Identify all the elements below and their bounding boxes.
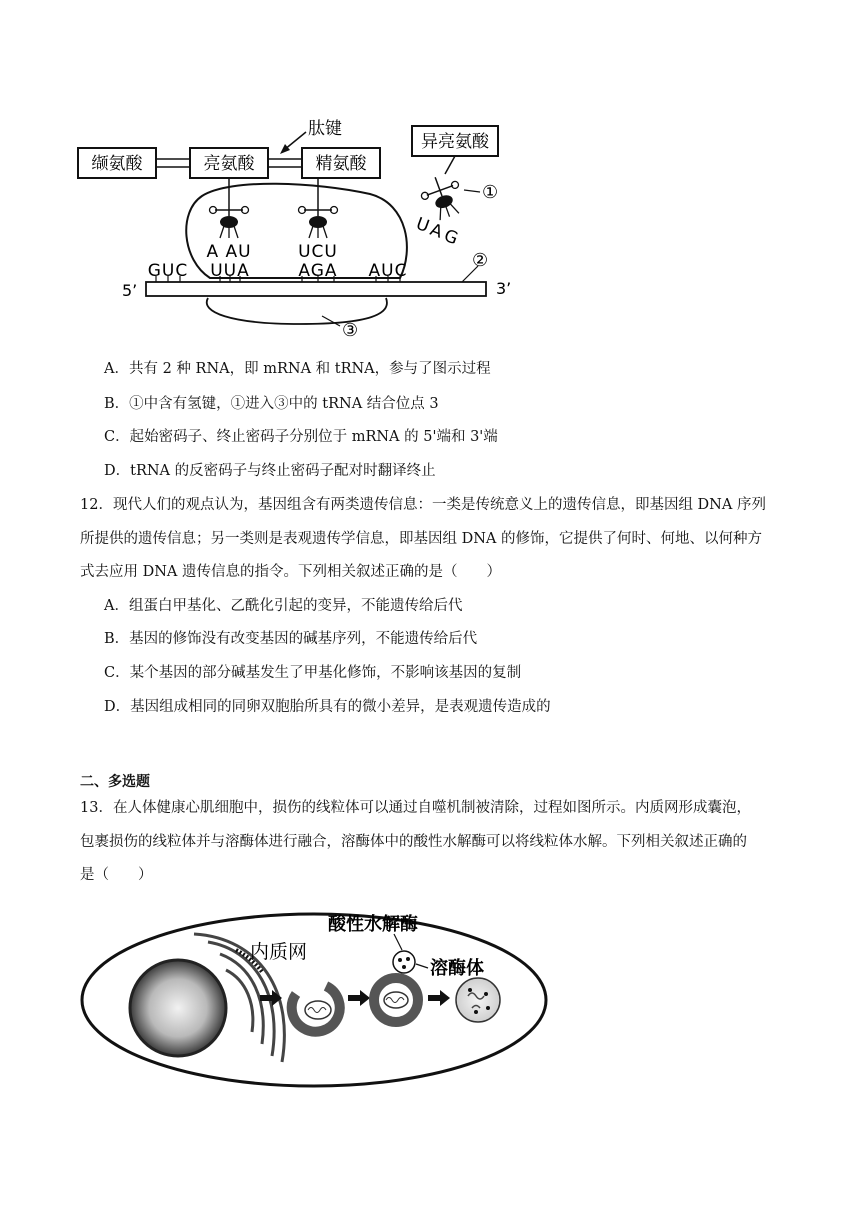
ribosome-small-subunit [207,298,387,324]
q12-stem-line-2: 所提供的遗传信息；另一类则是表观遗传学信息，即基因组 DNA 的修饰，它提供了何时、何地、以何种方 [80,531,762,547]
free-anticodon-a: A [427,219,446,243]
marker-1: ① [482,182,499,203]
arginine-label: 精氨酸 [315,154,367,174]
q12-stem-line-1: 12．现代人们的观点认为，基因组含有两类遗传信息：一类是传统意义上的遗传信息，即基因组 DNA 序列 [80,497,766,513]
anticodon-left: A AU [206,242,252,262]
autophagy-diagram [76,910,556,1090]
autolysosome [456,978,500,1022]
nucleus [130,960,226,1056]
q12-option-d: D．基因组成相同的同卵双胞胎所具有的微小差异，是表观遗传造成的 [104,699,551,715]
q12-option-b: B．基因的修饰没有改变基因的碱基序列，不能遗传给后代 [104,631,478,647]
translation-diagram [70,110,530,350]
mrna-strand [146,282,486,296]
codon-4: AUC [368,261,408,281]
codon-1: GUC [147,261,189,281]
q13-stem-line-1: 13．在人体健康心肌细胞中，损伤的线粒体可以通过自噬机制被清除，过程如图所示。内质网形成囊泡， [80,800,751,816]
q11-option-b: B．①中含有氢键，①进入③中的 tRNA 结合位点 3 [104,396,439,412]
leucine-label: 亮氨酸 [203,154,255,174]
enzyme-label: 酸性水解酶 [328,914,418,935]
q12-option-c: C．某个基因的部分碱基发生了甲基化修饰，不影响该基因的复制 [104,665,522,681]
q11-option-a: A．共有 2 种 RNA，即 mRNA 和 tRNA，参与了图示过程 [104,361,491,377]
three-prime: 3’ [496,279,512,298]
lysosome-vesicle [393,951,415,973]
codon-2: UUA [210,261,250,281]
q11-option-d: D．tRNA 的反密码子与终止密码子配对时翻译终止 [104,463,436,479]
free-anticodon-u: U [413,213,432,237]
anticodon-right: UCU [298,242,338,262]
free-anticodon-g: G [441,225,461,250]
isoleucine-label: 异亮氨酸 [421,132,489,152]
q12-stem-line-3: 式去应用 DNA 遗传信息的指令。下列相关叙述正确的是（ ） [80,564,502,580]
lysosome-label: 溶酶体 [430,958,484,979]
peptide-bond-label: 肽键 [308,119,342,139]
q13-stem-line-3: 是（ ） [80,867,153,883]
q13-stem-line-2: 包裹损伤的线粒体并与溶酶体进行融合，溶酶体中的酸性水解酶可以将线粒体水解。下列相关叙述正确的 [80,834,747,850]
five-prime: 5’ [122,281,138,300]
marker-3: ③ [342,320,359,341]
damaged-mitochondrion [305,1001,331,1019]
codon-3: AGA [298,261,338,281]
valine-label: 缬氨酸 [91,154,143,174]
marker-2: ② [472,250,489,271]
q11-option-c: C．起始密码子、终止密码子分别位于 mRNA 的 5'端和 3'端 [104,429,498,445]
er-label: 内质网 [250,941,308,963]
section-heading: 二、多选题 [80,774,150,790]
q12-option-a: A．组蛋白甲基化、乙酰化引起的变异，不能遗传给后代 [104,598,463,614]
